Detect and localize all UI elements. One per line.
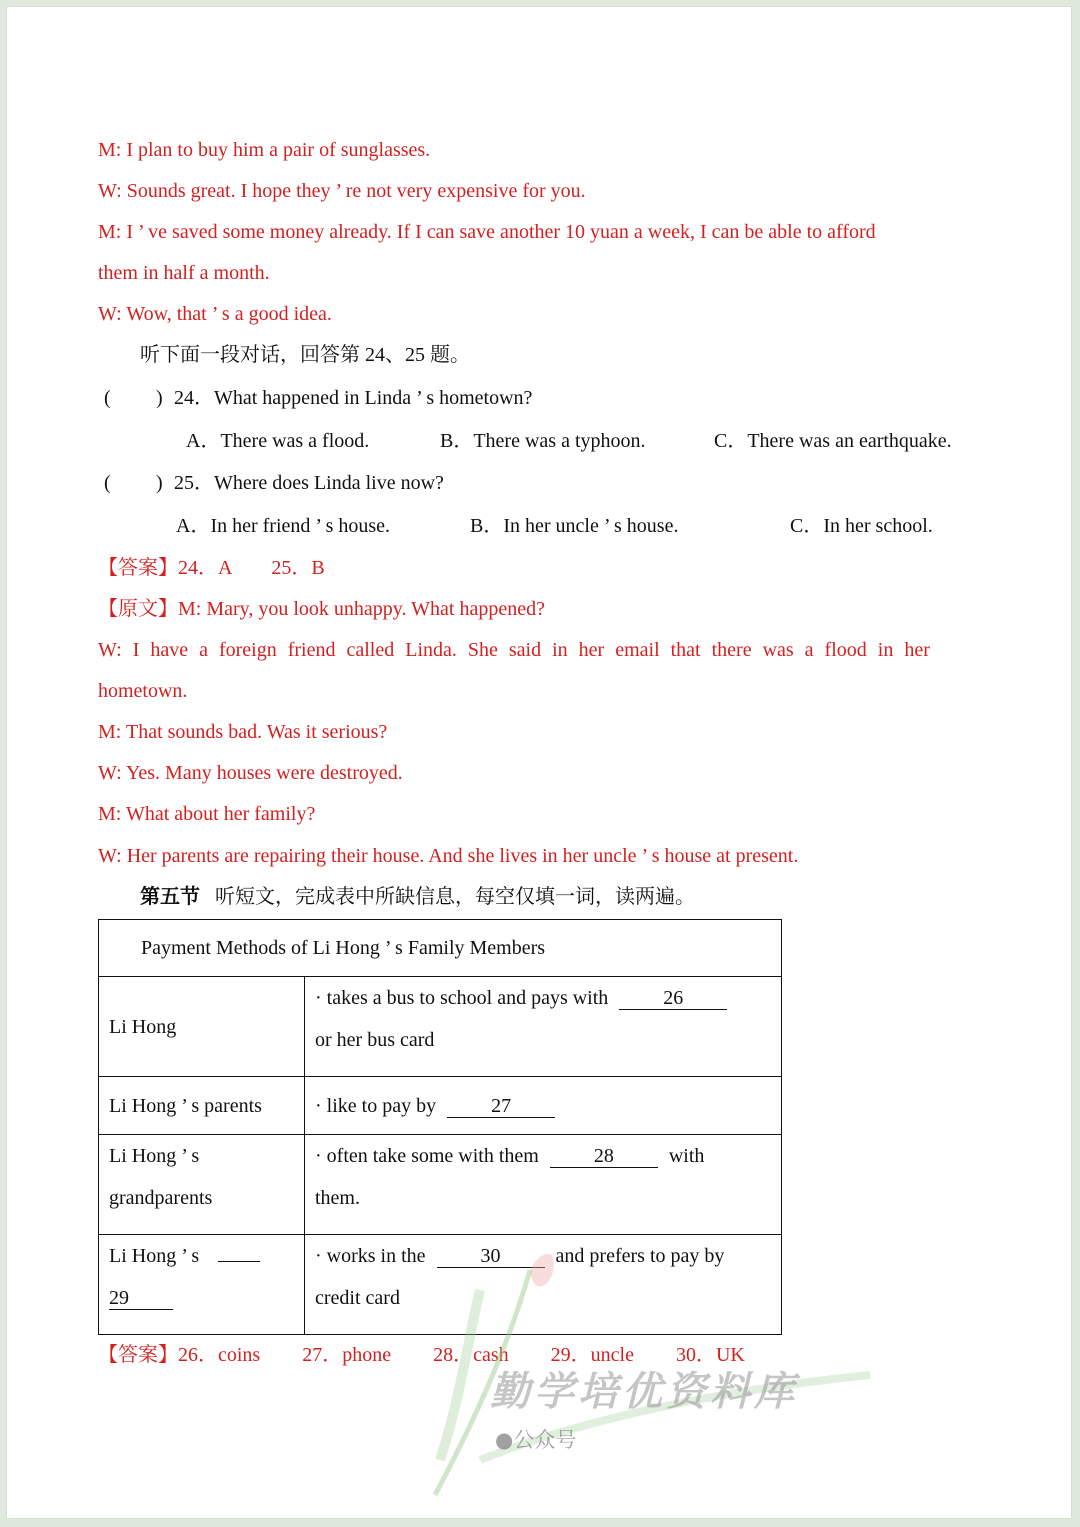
table-row	[99, 1135, 782, 1235]
answer-paren-open: (	[104, 387, 111, 409]
script-line	[98, 597, 545, 621]
option-25-b: B．In her uncle ’ s house.	[470, 515, 679, 537]
dialogue-line: M: I ’ ve saved some money already. If I can save another 10 yuan a week, I can be able to afford	[98, 221, 876, 243]
option-24-c: C．There was an earthquake.	[714, 430, 952, 452]
cell-text: credit card	[315, 1287, 400, 1309]
question-24-stem: 24．What happened in Linda ’ s hometown?	[174, 387, 533, 409]
question-25-stem: 25．Where does Linda live now?	[174, 472, 444, 494]
table-row	[99, 1077, 782, 1135]
section-title: 第五节	[140, 886, 200, 908]
script-line: M: What about her family?	[98, 803, 316, 825]
answer-paren-close: )	[156, 472, 163, 494]
blank-26: 26	[619, 987, 727, 1010]
instruction-24-25: 听下面一段对话，回答第 24、25 题。	[140, 344, 470, 366]
answer-item: 27．phone	[302, 1344, 392, 1366]
script-line: W: I have a foreign friend called Linda. She said in her email that there was a flood in her	[98, 639, 930, 661]
dialogue-line: W: Wow, that ’ s a good idea.	[98, 303, 332, 325]
answer-text: 24．A 25．B	[178, 557, 325, 579]
table-cell-who	[99, 1135, 305, 1235]
answer-item: 30．UK	[675, 1344, 745, 1366]
cell-text: · often take some with them	[315, 1145, 539, 1167]
script-line: M: That sounds bad. Was it serious?	[98, 721, 388, 743]
cell-text: them.	[315, 1187, 360, 1209]
table-row	[99, 1235, 782, 1335]
blank-30: 30	[437, 1245, 545, 1268]
section-5-heading	[140, 885, 695, 909]
script-text: M: Mary, you look unhappy. What happened?	[178, 598, 545, 620]
answer-paren-open: (	[104, 472, 111, 494]
answer-line	[98, 556, 325, 580]
blank-29: 29	[109, 1287, 173, 1310]
table-cell-info	[305, 977, 782, 1077]
option-25-c: C．In her school.	[790, 515, 933, 537]
watermark-title: 勤学培优资料库	[490, 1369, 798, 1415]
table-row	[99, 977, 782, 1077]
option-24-a: A．There was a flood.	[186, 430, 370, 452]
dialogue-line: them in half a month.	[98, 262, 270, 284]
info-table	[98, 919, 782, 1335]
table-cell-info	[305, 1135, 782, 1235]
table-cell-who: Li Hong	[99, 977, 305, 1077]
answer-item: 29．uncle	[550, 1344, 634, 1366]
table-header: Payment Methods of Li Hong ’ s Family Members	[99, 920, 782, 977]
cell-text: · works in the	[315, 1245, 426, 1267]
watermark-sub	[495, 1424, 576, 1454]
dialogue-line: M: I plan to buy him a pair of sunglasses.	[98, 139, 431, 161]
cell-text: grandparents	[109, 1187, 213, 1209]
blank-28: 28	[550, 1145, 658, 1168]
table-cell-who: Li Hong ’ s parents	[99, 1077, 305, 1135]
answer-tag: 【答案】	[98, 557, 178, 579]
section-instruction: 听短文，完成表中所缺信息，每空仅填一词，读两遍。	[215, 886, 695, 908]
table-cell-info	[305, 1235, 782, 1335]
table-cell-info	[305, 1077, 782, 1135]
cell-text: with	[668, 1145, 705, 1167]
cell-text: and prefers to pay by	[555, 1245, 725, 1267]
script-line: W: Her parents are repairing their house. And she lives in her uncle ’ s house at present.	[98, 845, 799, 867]
answer-tag: 【答案】	[98, 1344, 178, 1366]
dialogue-line: W: Sounds great. I hope they ’ re not very expensive for you.	[98, 180, 586, 202]
script-line: hometown.	[98, 680, 188, 702]
script-line: W: Yes. Many houses were destroyed.	[98, 762, 403, 784]
blank-27: 27	[447, 1095, 555, 1118]
watermark-sub-text: 公众号	[513, 1428, 577, 1452]
table-row	[99, 920, 782, 977]
cell-text: or her bus card	[315, 1029, 435, 1051]
wechat-icon: ●	[495, 1428, 514, 1452]
cell-text: Li Hong ’ s	[109, 1245, 200, 1267]
answer-paren-close: )	[156, 387, 163, 409]
answer-item: 28．cash	[433, 1344, 509, 1366]
answer-item: 26．coins	[178, 1344, 261, 1366]
cell-text: · like to pay by	[315, 1094, 437, 1117]
script-tag: 【原文】	[98, 598, 178, 620]
cell-text: · takes a bus to school and pays with	[315, 987, 609, 1009]
cell-text: Li Hong ’ s	[109, 1145, 200, 1167]
table-cell-who	[99, 1235, 305, 1335]
option-24-b: B．There was a typhoon.	[440, 430, 646, 452]
option-25-a: A．In her friend ’ s house.	[176, 515, 391, 537]
